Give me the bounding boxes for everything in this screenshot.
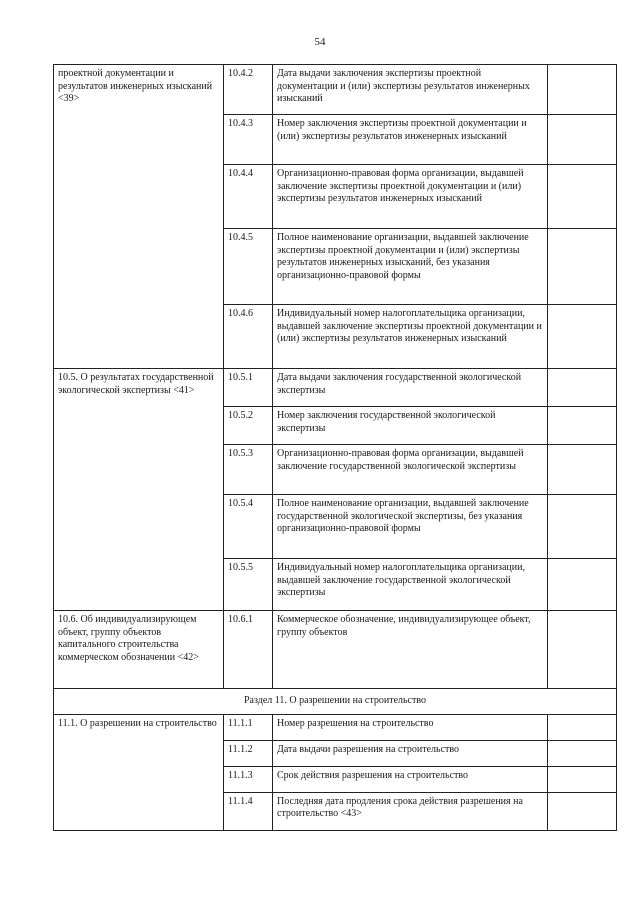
- value-cell[interactable]: [548, 495, 617, 559]
- data-form-table: [53, 64, 617, 831]
- section-header: Раздел 11. О разрешении на строительство: [54, 689, 617, 715]
- item-description: Последняя дата продления срока действия разрешения на строительство <43>: [273, 792, 548, 830]
- item-code: 10.5.1: [224, 369, 273, 407]
- item-code: 10.5.2: [224, 407, 273, 445]
- item-description: Номер заключения государственной экологической экспертизы: [273, 407, 548, 445]
- item-description: Дата выдачи заключения государственной экологической экспертизы: [273, 369, 548, 407]
- section-title-cell: 10.5. О результатах государственной экологической экспертизы <41>: [54, 369, 224, 611]
- item-description: Организационно-правовая форма организации, выдавшей заключение государственной экологической экспертизы: [273, 445, 548, 495]
- item-code: 10.5.3: [224, 445, 273, 495]
- item-description: Индивидуальный номер налогоплательщика организации, выдавшей заключение экспертизы проектной документации и (или) экспертизы результатов инженерных изысканий: [273, 305, 548, 369]
- item-description: Полное наименование организации, выдавшей заключение экспертизы проектной документации и (или) экспертизы результатов инженерных изысканий, без указания организационно-правовой формы: [273, 229, 548, 305]
- item-description: Коммерческое обозначение, индивидуализирующее объект, группу объектов: [273, 611, 548, 689]
- item-description: Индивидуальный номер налогоплательщика организации, выдавшей заключение государственной экологической экспертизы: [273, 559, 548, 611]
- value-cell[interactable]: [548, 369, 617, 407]
- item-code: 10.5.4: [224, 495, 273, 559]
- table-row: [54, 369, 617, 407]
- value-cell[interactable]: [548, 305, 617, 369]
- item-code: 10.4.3: [224, 115, 273, 165]
- item-description: Полное наименование организации, выдавшей заключение государственной экологической экспертизы, без указания организационно-правовой формы: [273, 495, 548, 559]
- item-code: 11.1.3: [224, 766, 273, 792]
- item-code: 10.4.6: [224, 305, 273, 369]
- item-code: 11.1.4: [224, 792, 273, 830]
- value-cell[interactable]: [548, 740, 617, 766]
- item-description: Номер заключения экспертизы проектной документации и (или) экспертизы результатов инженерных изысканий: [273, 115, 548, 165]
- item-description: Срок действия разрешения на строительство: [273, 766, 548, 792]
- value-cell[interactable]: [548, 115, 617, 165]
- section-header-row: [54, 689, 617, 715]
- value-cell[interactable]: [548, 792, 617, 830]
- value-cell[interactable]: [548, 766, 617, 792]
- item-code: 10.6.1: [224, 611, 273, 689]
- value-cell[interactable]: [548, 611, 617, 689]
- value-cell[interactable]: [548, 445, 617, 495]
- value-cell[interactable]: [548, 407, 617, 445]
- item-description: Номер разрешения на строительство: [273, 714, 548, 740]
- item-description: Дата выдачи заключения экспертизы проектной документации и (или) экспертизы результатов инженерных изысканий: [273, 65, 548, 115]
- section-title-cell: 11.1. О разрешении на строительство: [54, 714, 224, 830]
- value-cell[interactable]: [548, 714, 617, 740]
- value-cell[interactable]: [548, 165, 617, 229]
- item-code: 10.5.5: [224, 559, 273, 611]
- page-number: 54: [314, 36, 326, 48]
- table-row: [54, 611, 617, 689]
- table-row: [54, 65, 617, 115]
- section-title-cell: проектной документации и результатов инженерных изысканий <39>: [54, 65, 224, 369]
- value-cell[interactable]: [548, 229, 617, 305]
- section-title-cell: 10.6. Об индивидуализирующем объект, группу объектов капитального строительства коммерческом обозначении <42>: [54, 611, 224, 689]
- value-cell[interactable]: [548, 65, 617, 115]
- table-row: [54, 714, 617, 740]
- value-cell[interactable]: [548, 559, 617, 611]
- item-code: 10.4.5: [224, 229, 273, 305]
- item-code: 11.1.1: [224, 714, 273, 740]
- item-code: 10.4.4: [224, 165, 273, 229]
- item-code: 11.1.2: [224, 740, 273, 766]
- item-description: Организационно-правовая форма организации, выдавшей заключение экспертизы проектной документации и (или) экспертизы результатов инженерных изысканий: [273, 165, 548, 229]
- item-code: 10.4.2: [224, 65, 273, 115]
- item-description: Дата выдачи разрешения на строительство: [273, 740, 548, 766]
